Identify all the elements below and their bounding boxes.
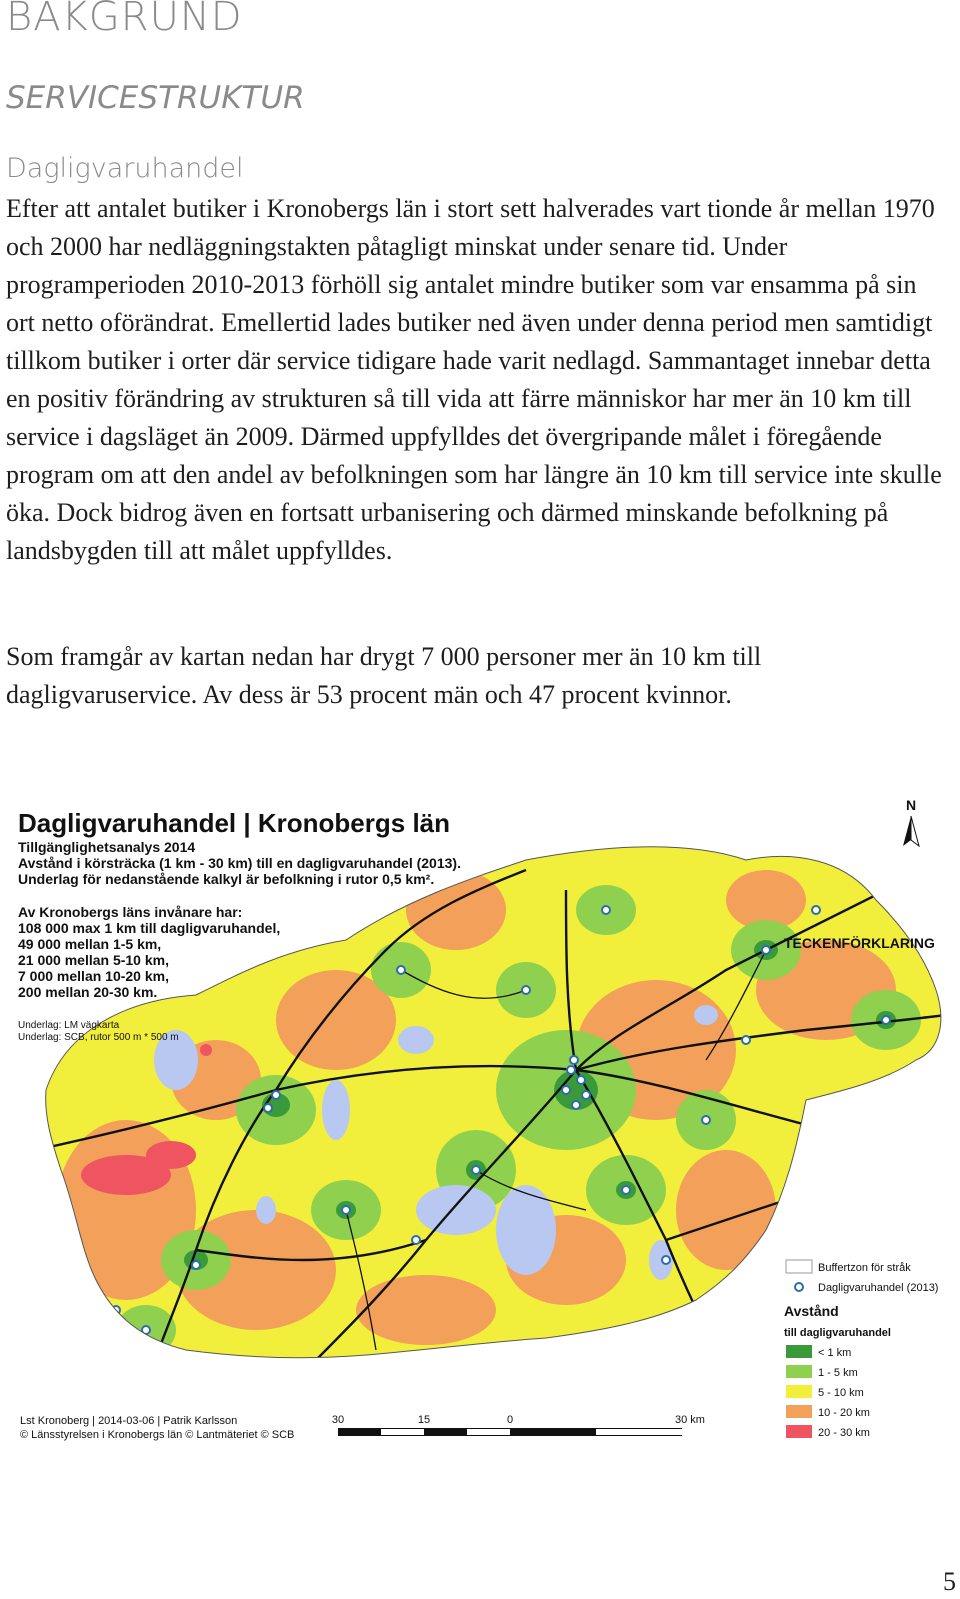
- legend-title: TECKENFÖRKLARING: [784, 935, 935, 951]
- legend-buffer-label: Buffertzon för stråk: [818, 1262, 911, 1274]
- legend-distance-subtitle: till dagligvaruhandel: [784, 1327, 891, 1339]
- map-stats-line: 49 000 mellan 1-5 km,: [18, 936, 162, 952]
- map-stats-line: 21 000 mellan 5-10 km,: [18, 952, 169, 968]
- legend-class-label: 5 - 10 km: [818, 1387, 864, 1399]
- subsection-heading: Dagligvaruhandel: [6, 153, 244, 184]
- legend-swatch: [786, 1345, 812, 1358]
- legend-swatch: [786, 1365, 812, 1378]
- page-number: 5: [943, 1567, 956, 1596]
- page-heading: BAKGRUND: [6, 0, 243, 40]
- map-stats-line: 7 000 mellan 10-20 km,: [18, 968, 169, 984]
- scale-label: 30 km: [675, 1414, 705, 1426]
- map-credit: Lst Kronoberg | 2014-03-06 | Patrik Karlsson: [20, 1415, 238, 1427]
- accessibility-map: [6, 790, 954, 1450]
- body-paragraph-1: Efter att antalet butiker i Kronobergs län i stort sett halverades vart tionde år mellan 1970 och 2000 har nedläggningstakten påtagligt minskat under senare tid. Under programperioden 2010-2013 förhöll sig antalet mindre butiker som var ensamma på sin ort netto oförändrat. Emellertid lades butiker ned även under denna period men samtidigt tillkom butiker i orter där service tidigare hade varit nedlagd. Sammantaget innebar detta en positiv förändring av strukturen så till vida att färre människor har mer än 10 km till service i dagsläget än 2009. Därmed uppfylldes det övergripande målet i föregående program om att den andel av befolkningen som har längre än 10 km till service inte skulle öka. Dock bidrog även en fortsatt urbanisering och därmed minskande befolkning på landsbygden till att målet uppfylldes.: [6, 194, 942, 565]
- map-subtitle-3: Underlag för nedanstående kalkyl är befolkning i rutor 0,5 km².: [18, 871, 435, 887]
- legend-swatch: [786, 1425, 812, 1438]
- legend-class-label: 1 - 5 km: [818, 1367, 858, 1379]
- legend-store-label: Dagligvaruhandel (2013): [818, 1282, 939, 1294]
- map-stats-intro: Av Kronobergs läns invånare har:: [18, 904, 243, 920]
- north-label: N: [905, 797, 917, 813]
- legend-swatch: [786, 1405, 812, 1418]
- map-stats-line: 108 000 max 1 km till dagligvaruhandel,: [18, 920, 281, 936]
- map-credit: © Länsstyrelsen i Kronobergs län © Lantmäteriet © SCB: [20, 1429, 295, 1441]
- body-paragraph-2: Som framgår av kartan nedan har drygt 7 000 personer mer än 10 km till dagligvaruservice. Av dess är 53 procent män och 47 procent kvinnor.: [6, 642, 762, 709]
- map-source: Underlag: LM vägkarta: [18, 1020, 120, 1031]
- map-title: Dagligvaruhandel | Kronobergs län: [18, 808, 451, 838]
- legend-distance-title: Avstånd: [784, 1303, 839, 1319]
- map-subtitle-1: Tillgänglighetsanalys 2014: [18, 839, 196, 855]
- north-arrow-icon: [903, 797, 919, 846]
- scale-bar: [332, 1414, 705, 1436]
- store-marker-icon: [795, 1283, 803, 1291]
- scale-label: 30: [331, 1414, 345, 1426]
- legend-class-label: 10 - 20 km: [818, 1407, 870, 1419]
- map-subtitle-2: Avstånd i körsträcka (1 km - 30 km) till en dagligvaruhandel (2013).: [18, 855, 461, 871]
- legend-class-label: < 1 km: [818, 1347, 852, 1359]
- section-heading: SERVICESTRUKTUR: [6, 80, 305, 116]
- legend-class-label: 20 - 30 km: [818, 1427, 870, 1439]
- map-stats-line: 200 mellan 20-30 km.: [18, 984, 158, 1000]
- legend-swatch: [786, 1385, 812, 1398]
- map-source: Underlag: SCB, rutor 500 m * 500 m: [18, 1032, 179, 1043]
- scale-label: 0: [506, 1414, 514, 1426]
- scale-label: 15: [417, 1414, 431, 1426]
